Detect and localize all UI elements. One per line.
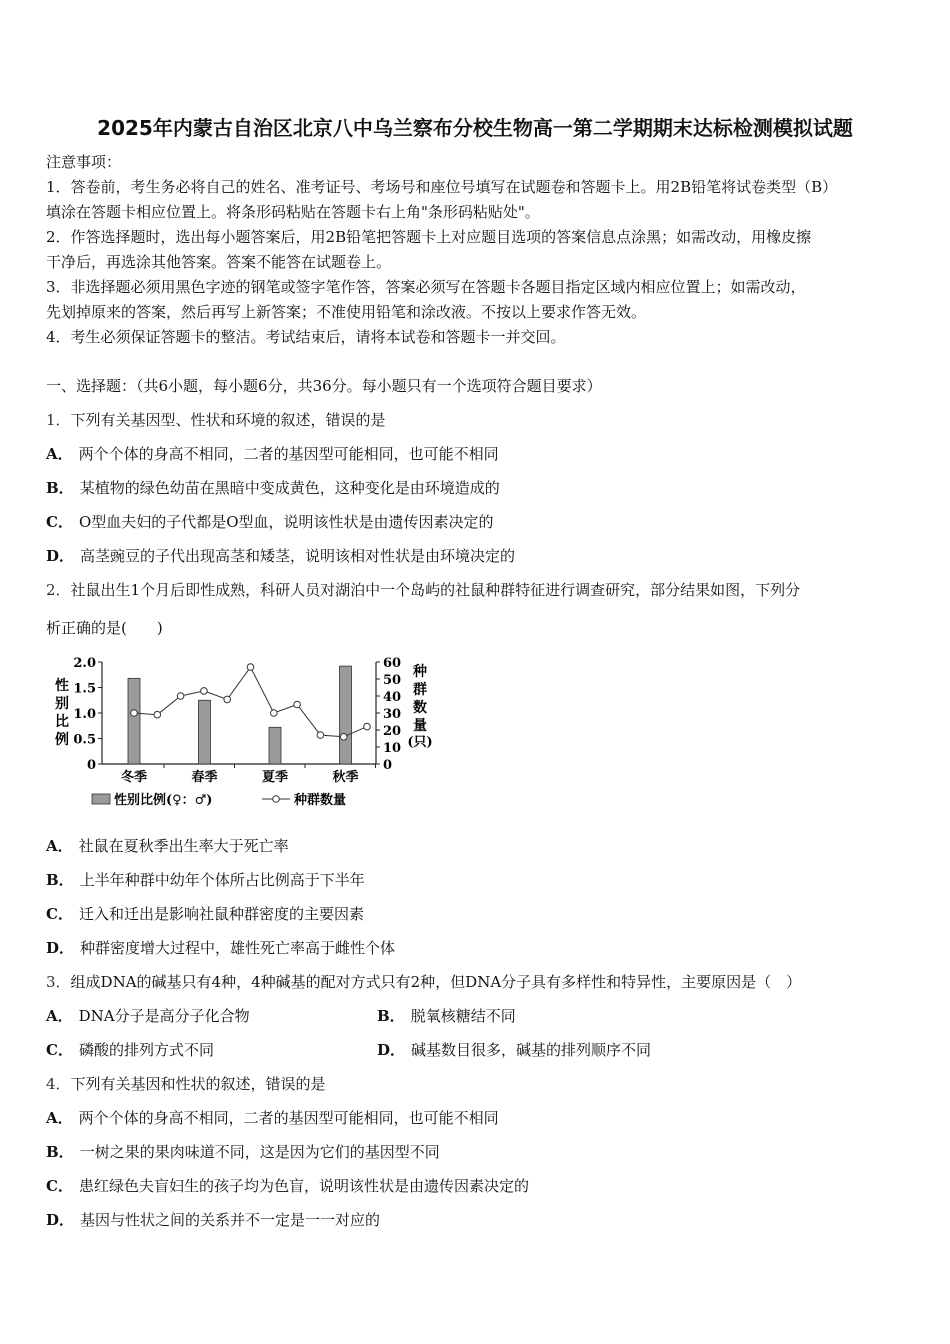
- option-label: B．: [46, 1143, 74, 1161]
- notice-line: 4．考生必须保证答题卡的整洁。考试结束后，请将本试卷和答题卡一并交回。: [46, 328, 566, 346]
- q3-option-a[interactable]: [46, 1006, 250, 1026]
- q4-option-a[interactable]: [46, 1108, 499, 1128]
- right-axis-label: 种: [413, 664, 427, 680]
- page-title: 2025年内蒙古自治区北京八中乌兰察布分校生物高一第二学期期末达标检测模拟试题: [97, 116, 853, 140]
- category-label: 秋季: [332, 770, 359, 785]
- q3-option-b[interactable]: [377, 1006, 516, 1026]
- left-axis-label: 别: [55, 696, 69, 712]
- left-tick-label: 0.5: [73, 732, 96, 748]
- legend-line-label: 种群数量: [294, 793, 347, 808]
- q1-option-b[interactable]: [46, 478, 500, 498]
- right-axis-label: 数: [413, 700, 427, 716]
- question-stem-cont: 析正确的是( ): [46, 619, 163, 637]
- q3-option-d[interactable]: [377, 1040, 651, 1060]
- q2-option-a[interactable]: [46, 836, 289, 856]
- right-tick-label: 10: [383, 741, 402, 756]
- right-tick-label: 30: [383, 707, 402, 722]
- notice-line: 先划掉原来的答案，然后再写上新答案；不准使用铅笔和涂改液。不按以上要求作答无效。: [46, 303, 647, 321]
- q1-option-a[interactable]: [46, 444, 499, 464]
- option-text: 磷酸的排列方式不同: [78, 1041, 214, 1059]
- notice-line: 干净后，再选涂其他答案。答案不能答在试题卷上。: [46, 253, 392, 271]
- option-text: 两个个体的身高不相同，二者的基因型可能相同，也可能不相同: [78, 1109, 499, 1127]
- population-chart: [46, 648, 446, 814]
- right-tick-label: 40: [383, 690, 402, 705]
- sex-ratio-bar: [340, 666, 352, 764]
- question-4: [46, 1074, 326, 1094]
- right-axis-label: 量: [413, 718, 427, 734]
- question-2: [46, 580, 800, 600]
- legend-bar-label: 性别比例(♀：♂): [114, 793, 213, 808]
- option-text: 碱基数目很多，碱基的排列顺序不同: [411, 1041, 652, 1059]
- left-axis-label: 比: [55, 714, 69, 730]
- option-label: A．: [46, 1007, 73, 1025]
- option-label: A．: [46, 837, 73, 855]
- q3-option-c[interactable]: [46, 1040, 214, 1060]
- q2-option-c[interactable]: [46, 904, 364, 924]
- legend-bar-swatch: [92, 794, 110, 804]
- option-text: 迁入和迁出是影响社鼠种群密度的主要因素: [78, 905, 364, 923]
- right-axis-label: 群: [413, 682, 427, 698]
- legend-line-marker: [273, 796, 280, 803]
- population-point: [177, 693, 184, 700]
- category-label: 春季: [191, 770, 218, 785]
- population-point: [224, 696, 231, 703]
- population-point: [247, 664, 254, 671]
- option-label: B．: [377, 1007, 405, 1025]
- question-1: [46, 410, 386, 430]
- left-tick-label: 2.0: [73, 656, 96, 671]
- notice-line: 3．非选择题必须用黑色字迹的钢笔或签字笔作答，答案必须写在答题卡各题目指定区域内相应位置上；如需改动，: [46, 278, 806, 296]
- notice-line: 填涂在答题卡相应位置上。将条形码粘贴在答题卡右上角"条形码粘贴处"。: [46, 203, 540, 221]
- left-axis-label: 性: [55, 678, 69, 694]
- right-tick-label: 60: [383, 656, 402, 671]
- option-text: 种群密度增大过程中，雄性死亡率高于雌性个体: [80, 939, 396, 957]
- population-point: [317, 732, 324, 739]
- option-text: 脱氧核糖结不同: [410, 1007, 516, 1025]
- category-label: 夏季: [261, 770, 289, 785]
- population-point: [131, 710, 138, 717]
- question-stem: 下列有关基因和性状的叙述，错误的是: [70, 1075, 326, 1093]
- option-text: 高茎豌豆的子代出现高茎和矮茎，说明该相对性状是由环境决定的: [80, 547, 516, 565]
- question-number: 4．: [46, 1075, 71, 1093]
- q1-option-d[interactable]: [46, 546, 515, 566]
- right-tick-label: 0: [383, 758, 393, 773]
- population-point: [271, 710, 278, 717]
- q2-option-b[interactable]: [46, 870, 365, 890]
- left-tick-label: 1.5: [73, 681, 96, 697]
- option-label: B．: [46, 479, 74, 497]
- option-label: B．: [46, 871, 74, 889]
- option-text: 一树之果的果肉味道不同，这是因为它们的基因型不同: [79, 1143, 440, 1161]
- question-3: [46, 972, 801, 992]
- category-label: 冬季: [120, 770, 148, 785]
- sex-ratio-bar: [199, 700, 211, 764]
- option-label: A．: [46, 445, 73, 463]
- q2-option-d[interactable]: [46, 938, 395, 958]
- option-text: 上半年种群中幼年个体所占比例高于下半年: [79, 871, 365, 889]
- option-label: C．: [46, 1041, 73, 1059]
- sex-ratio-bar: [128, 678, 140, 764]
- question-number: 1．: [46, 411, 71, 429]
- q4-option-b[interactable]: [46, 1142, 440, 1162]
- option-label: C．: [46, 905, 73, 923]
- population-line: [134, 667, 367, 737]
- population-point: [154, 711, 161, 718]
- option-label: D．: [46, 547, 75, 565]
- right-tick-label: 50: [383, 673, 402, 688]
- question-number: 3．: [46, 973, 71, 991]
- right-tick-label: 20: [383, 724, 402, 739]
- left-tick-label: 0: [86, 758, 96, 773]
- option-text: DNA分子是高分子化合物: [78, 1007, 250, 1025]
- option-label: D．: [377, 1041, 406, 1059]
- notice-line: 2．作答选择题时，选出每小题答案后，用2B铅笔把答题卡上对应题目选项的答案信息点涂黑；如需改动，用橡皮擦: [46, 228, 812, 246]
- option-text: 基因与性状之间的关系并不一定是一一对应的: [80, 1211, 381, 1229]
- left-axis-label: 例: [55, 732, 69, 748]
- left-tick-label: 1.0: [73, 707, 96, 722]
- question-stem: 组成DNA的碱基只有4种，4种碱基的配对方式只有2种，但DNA分子具有多样性和特异性，主要原因是（ ）: [70, 973, 802, 991]
- option-label: D．: [46, 939, 75, 957]
- option-text: 两个个体的身高不相同，二者的基因型可能相同，也可能不相同: [78, 445, 499, 463]
- option-text: 社鼠在夏秋季出生率大于死亡率: [78, 837, 289, 855]
- notice-heading: 注意事项：: [46, 153, 122, 171]
- q4-option-c[interactable]: [46, 1176, 529, 1196]
- question-stem: 下列有关基因型、性状和环境的叙述，错误的是: [70, 411, 386, 429]
- option-text: 患红绿色夫盲妇生的孩子均为色盲，说明该性状是由遗传因素决定的: [78, 1177, 529, 1195]
- option-label: A．: [46, 1109, 73, 1127]
- question-stem: 社鼠出生1个月后即性成熟，科研人员对湖泊中一个岛屿的社鼠种群特征进行调查研究，部分结果如图，下列分: [70, 581, 801, 599]
- q4-option-d[interactable]: [46, 1210, 380, 1230]
- population-point: [294, 701, 301, 708]
- option-label: C．: [46, 1177, 73, 1195]
- right-axis-label: (只): [407, 735, 433, 750]
- option-text: O型血夫妇的子代都是O型血，说明该性状是由遗传因素决定的: [78, 513, 494, 531]
- sex-ratio-bar: [269, 727, 281, 764]
- q1-option-c[interactable]: [46, 512, 494, 532]
- option-label: C．: [46, 513, 73, 531]
- option-text: 某植物的绿色幼苗在黑暗中变成黄色，这种变化是由环境造成的: [79, 479, 500, 497]
- option-label: D．: [46, 1211, 75, 1229]
- notice-line: 1．答卷前，考生务必将自己的姓名、准考证号、考场号和座位号填写在试题卷和答题卡上。用2B铅笔将试卷类型（B）: [46, 178, 838, 196]
- population-point: [201, 688, 208, 695]
- population-point: [364, 723, 371, 730]
- question-number: 2．: [46, 581, 71, 599]
- section-heading: 一、选择题：（共6小题，每小题6分，共36分。每小题只有一个选项符合题目要求）: [46, 377, 602, 395]
- population-point: [340, 734, 347, 741]
